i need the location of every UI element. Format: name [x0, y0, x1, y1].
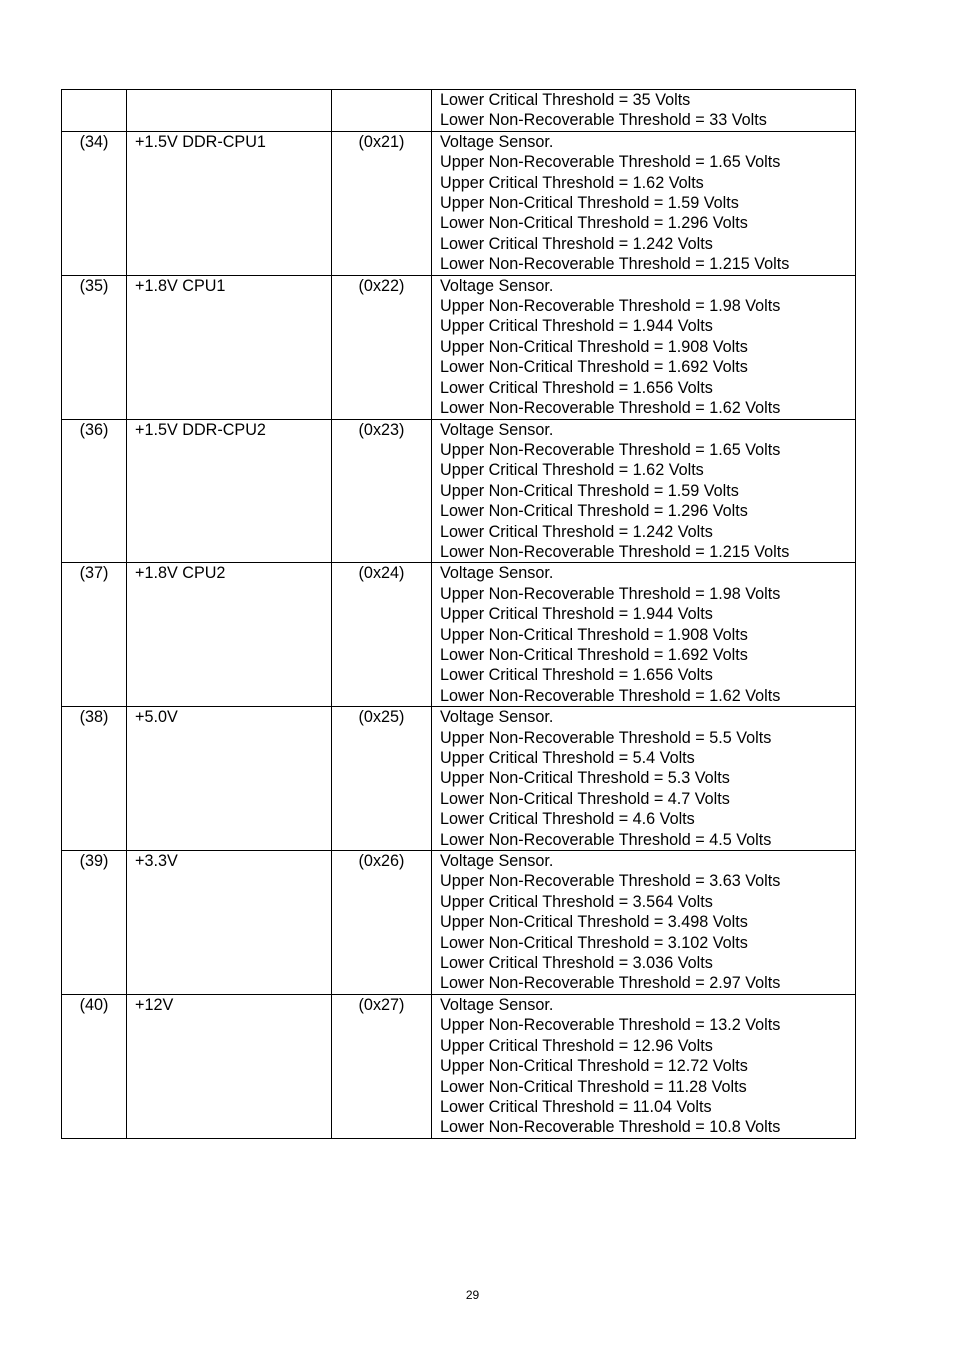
- sensor-row: [62, 419, 856, 563]
- description-line: Upper Critical Threshold = 12.96 Volts: [440, 1036, 713, 1055]
- description-line: Upper Non-Critical Threshold = 12.72 Volts: [440, 1057, 748, 1076]
- description-line: Lower Non-Critical Threshold = 3.102 Volts: [440, 933, 748, 952]
- description-line: Voltage Sensor.: [440, 852, 554, 871]
- sensor-address-cell: (0x26): [332, 851, 432, 995]
- description-line: Voltage Sensor.: [440, 276, 554, 295]
- description-line: Upper Non-Critical Threshold = 3.498 Volts: [440, 913, 748, 932]
- sensor-description-cell: [432, 994, 856, 1138]
- continuation-row: [62, 90, 856, 132]
- description-line: Lower Non-Critical Threshold = 1.692 Volts: [440, 358, 748, 377]
- description-line: Upper Non-Recoverable Threshold = 1.98 Volts: [440, 297, 781, 316]
- description-line: Upper Non-Recoverable Threshold = 13.2 Volts: [440, 1016, 781, 1035]
- sensor-row: [62, 707, 856, 851]
- sensor-description-cell: [432, 131, 856, 275]
- sensor-row: [62, 131, 856, 275]
- description-line: Lower Critical Threshold = 1.656 Volts: [440, 666, 713, 685]
- sensor-description-cell: [432, 275, 856, 419]
- description-line: Upper Non-Critical Threshold = 5.3 Volts: [440, 769, 730, 788]
- page-number: 29: [465, 1288, 480, 1302]
- sensor-number-cell: (37): [62, 563, 127, 707]
- description-line: Lower Critical Threshold = 3.036 Volts: [440, 954, 713, 973]
- description-line: Lower Non-Recoverable Threshold = 4.5 Volts: [440, 830, 772, 849]
- sensor-name-cell: +3.3V: [127, 851, 332, 995]
- sensor-name-cell: +5.0V: [127, 707, 332, 851]
- description-line: Lower Non-Recoverable Threshold = 1.215 Volts: [440, 255, 790, 274]
- description-line: Lower Non-Recoverable Threshold = 10.8 Volts: [440, 1118, 781, 1137]
- description-line: Voltage Sensor.: [440, 564, 554, 583]
- description-line: Upper Non-Recoverable Threshold = 1.98 Volts: [440, 584, 781, 603]
- sensor-row: [62, 563, 856, 707]
- description-line: Upper Non-Recoverable Threshold = 1.65 Volts: [440, 153, 781, 172]
- sensor-description-cell: [432, 851, 856, 995]
- description-line: Upper Non-Recoverable Threshold = 5.5 Volts: [440, 728, 772, 747]
- description-line: Lower Non-Recoverable Threshold = 33 Volts: [440, 111, 767, 130]
- sensor-number-cell: (34): [62, 131, 127, 275]
- sensor-number-cell: (35): [62, 275, 127, 419]
- description-line: Lower Non-Critical Threshold = 11.28 Volts: [440, 1077, 747, 1096]
- sensor-address-cell: (0x22): [332, 275, 432, 419]
- sensor-address-cell: (0x23): [332, 419, 432, 563]
- sensor-name-cell: +1.5V DDR-CPU1: [127, 131, 332, 275]
- sensor-number-cell: (38): [62, 707, 127, 851]
- description-line: Lower Critical Threshold = 1.242 Volts: [440, 522, 713, 541]
- description-line: Lower Critical Threshold = 35 Volts: [440, 91, 691, 109]
- description-line: Upper Critical Threshold = 1.62 Volts: [440, 461, 704, 480]
- description-line: Voltage Sensor.: [440, 420, 554, 439]
- sensor-number-cell: [62, 90, 127, 132]
- sensor-row: [62, 994, 856, 1138]
- sensor-description-cell: [432, 707, 856, 851]
- description-line: Upper Non-Recoverable Threshold = 1.65 Volts: [440, 440, 781, 459]
- description-line: Upper Non-Critical Threshold = 1.908 Volts: [440, 337, 748, 356]
- sensor-number-cell: (40): [62, 994, 127, 1138]
- sensor-address-cell: (0x21): [332, 131, 432, 275]
- description-line: Lower Critical Threshold = 11.04 Volts: [440, 1097, 712, 1116]
- sensor-name-cell: [127, 90, 332, 132]
- sensor-number-cell: (36): [62, 419, 127, 563]
- description-line: Upper Non-Critical Threshold = 1.59 Volts: [440, 481, 739, 500]
- sensor-name-cell: +12V: [127, 994, 332, 1138]
- description-line: Lower Non-Critical Threshold = 1.296 Volts: [440, 214, 748, 233]
- sensor-address-cell: (0x25): [332, 707, 432, 851]
- description-line: Upper Critical Threshold = 5.4 Volts: [440, 749, 695, 767]
- description-line: Lower Non-Recoverable Threshold = 2.97 Volts: [440, 974, 781, 993]
- description-line: Upper Critical Threshold = 1.944 Volts: [440, 605, 713, 624]
- sensor-name-cell: +1.8V CPU2: [127, 563, 332, 707]
- description-line: Voltage Sensor.: [440, 708, 554, 727]
- description-line: Upper Critical Threshold = 1.62 Volts: [440, 173, 704, 192]
- description-line: Lower Critical Threshold = 1.656 Volts: [440, 378, 713, 397]
- description-line: Lower Non-Critical Threshold = 4.7 Volts: [440, 789, 730, 808]
- sensor-name-cell: +1.5V DDR-CPU2: [127, 419, 332, 563]
- sensor-address-cell: (0x24): [332, 563, 432, 707]
- sensor-address-cell: [332, 90, 432, 132]
- sensor-table-body: [62, 90, 856, 1139]
- description-line: Voltage Sensor.: [440, 995, 554, 1014]
- description-line: Lower Non-Recoverable Threshold = 1.62 Volts: [440, 686, 781, 705]
- sensor-table: [61, 89, 856, 1139]
- description-line: Lower Critical Threshold = 1.242 Volts: [440, 234, 713, 253]
- description-line: Upper Non-Critical Threshold = 1.59 Volts: [440, 194, 739, 213]
- description-line: Upper Non-Recoverable Threshold = 3.63 Volts: [440, 872, 781, 891]
- description-line: Lower Critical Threshold = 4.6 Volts: [440, 810, 695, 829]
- description-line: Lower Non-Recoverable Threshold = 1.215 Volts: [440, 542, 790, 561]
- description-line: Lower Non-Critical Threshold = 1.296 Volts: [440, 502, 748, 521]
- sensor-number-cell: (39): [62, 851, 127, 995]
- description-line: Lower Non-Critical Threshold = 1.692 Volts: [440, 645, 748, 664]
- sensor-row: [62, 851, 856, 995]
- sensor-description-cell: [432, 419, 856, 563]
- sensor-row: [62, 275, 856, 419]
- description-line: Upper Non-Critical Threshold = 1.908 Volts: [440, 625, 748, 644]
- description-line: Lower Non-Recoverable Threshold = 1.62 Volts: [440, 399, 781, 418]
- sensor-name-cell: +1.8V CPU1: [127, 275, 332, 419]
- sensor-description-cell: [432, 90, 856, 132]
- description-line: Upper Critical Threshold = 1.944 Volts: [440, 317, 713, 336]
- sensor-description-cell: [432, 563, 856, 707]
- description-line: Voltage Sensor.: [440, 132, 554, 151]
- sensor-address-cell: (0x27): [332, 994, 432, 1138]
- description-line: Upper Critical Threshold = 3.564 Volts: [440, 892, 713, 911]
